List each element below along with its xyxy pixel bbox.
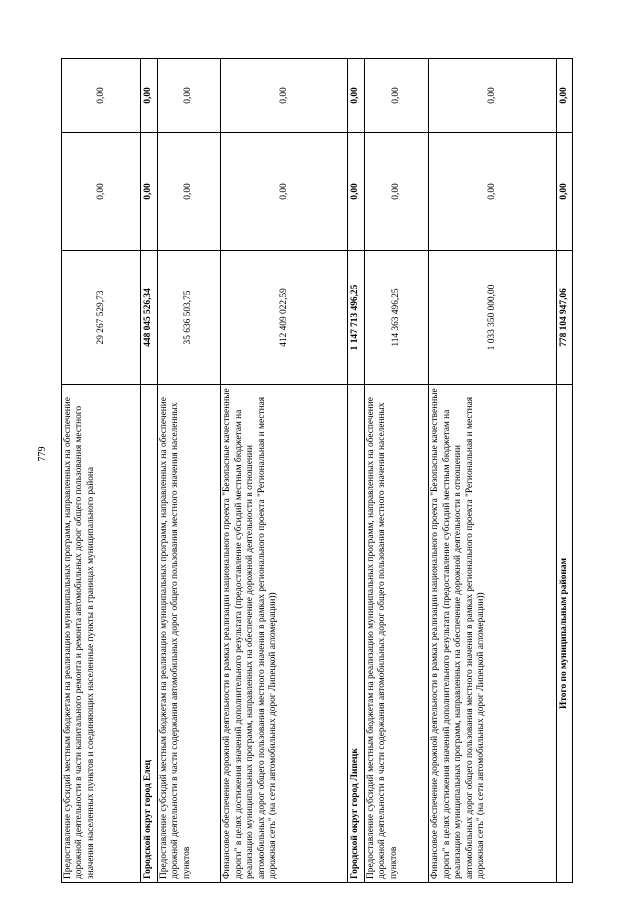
row-value-cell: 0,00 — [429, 59, 556, 133]
row-name-cell: Городской округ город Липецк — [348, 385, 364, 883]
row-value-cell: 0,00 — [141, 133, 157, 251]
row-name-cell: Предоставление субсидий местным бюджетам на реализацию муниципальных программ, направленных на обеспечение дорожной деятельности в части капитального ремонта и ремонта автомобильных дорог общего пользования местного значения населенных пунктов и соединяющих населенные пункты в границах муниципального района — [62, 385, 141, 883]
page-number: 779 — [37, 446, 48, 462]
row-value-cell: 0,00 — [429, 133, 556, 251]
row-value-cell: 0,00 — [556, 133, 572, 251]
subsidy-table — [61, 58, 573, 883]
table-row — [364, 59, 429, 883]
row-name-cell: Предоставление субсидий местным бюджетам на реализацию муниципальных программ, направленных на обеспечение дорожной деятельности в части содержания автомобильных дорог общего пользования местного значения населенных пунктов — [364, 385, 429, 883]
row-name-cell: Предоставление субсидий местным бюджетам на реализацию муниципальных программ, направленных на обеспечение дорожной деятельности в части содержания автомобильных дорог общего пользования местного значения населенных пунктов — [157, 385, 221, 883]
row-amount-cell: 29 267 529,73 — [62, 251, 141, 385]
row-value-cell: 0,00 — [157, 59, 221, 133]
row-value-cell: 0,00 — [141, 59, 157, 133]
row-name-cell: Итого по муниципальным районам — [556, 385, 572, 883]
row-value-cell: 0,00 — [221, 59, 348, 133]
row-amount-cell: 412 409 022,59 — [221, 251, 348, 385]
row-amount-cell: 1 147 713 496,25 — [348, 251, 364, 385]
row-value-cell: 0,00 — [364, 59, 429, 133]
table-row — [429, 59, 556, 883]
table-row — [62, 59, 141, 883]
row-amount-cell: 448 045 526,34 — [141, 251, 157, 385]
table-row — [157, 59, 221, 883]
row-value-cell: 0,00 — [364, 133, 429, 251]
row-value-cell: 0,00 — [221, 133, 348, 251]
row-amount-cell: 1 033 350 000,00 — [429, 251, 556, 385]
row-value-cell: 0,00 — [348, 59, 364, 133]
row-value-cell: 0,00 — [556, 59, 572, 133]
row-amount-cell: 114 363 496,25 — [364, 251, 429, 385]
rotated-table-container — [61, 59, 573, 883]
row-value-cell: 0,00 — [62, 59, 141, 133]
grand-total-row — [556, 59, 572, 883]
subtotal-row — [141, 59, 157, 883]
row-name-cell: Финансовое обеспечение дорожной деятельности в рамках реализации национального проекта "Безопасные качественные дороги" в целях достижения значений дополнительного результата (предоставление субсидий местным бюджетам на реализацию муниципальных программ, направленных на обеспечение дорожной деятельности в отношении автомобильных дорог общего пользования местного значения в рамках регионального проекта "Региональная и местная дорожная сеть" (на сети автомобильных дорог Липецкой агломерации)) — [429, 385, 556, 883]
table-row — [221, 59, 348, 883]
row-value-cell: 0,00 — [348, 133, 364, 251]
row-amount-cell: 35 636 503,75 — [157, 251, 221, 385]
row-value-cell: 0,00 — [62, 133, 141, 251]
row-name-cell: Финансовое обеспечение дорожной деятельности в рамках реализации национального проекта "Безопасные качественные дороги" в целях достижения значений дополнительного результата (предоставление субсидий местным бюджетам на реализацию муниципальных программ, направленных на обеспечение дорожной деятельности в отношении автомобильных дорог общего пользования местного значения в рамках регионального проекта "Региональная и местная дорожная сеть" (на сети автомобильных дорог Липецкой агломерации)) — [221, 385, 348, 883]
row-amount-cell: 778 104 947,06 — [556, 251, 572, 385]
row-name-cell: Городской округ город Елец — [141, 385, 157, 883]
subtotal-row — [348, 59, 364, 883]
row-value-cell: 0,00 — [157, 133, 221, 251]
